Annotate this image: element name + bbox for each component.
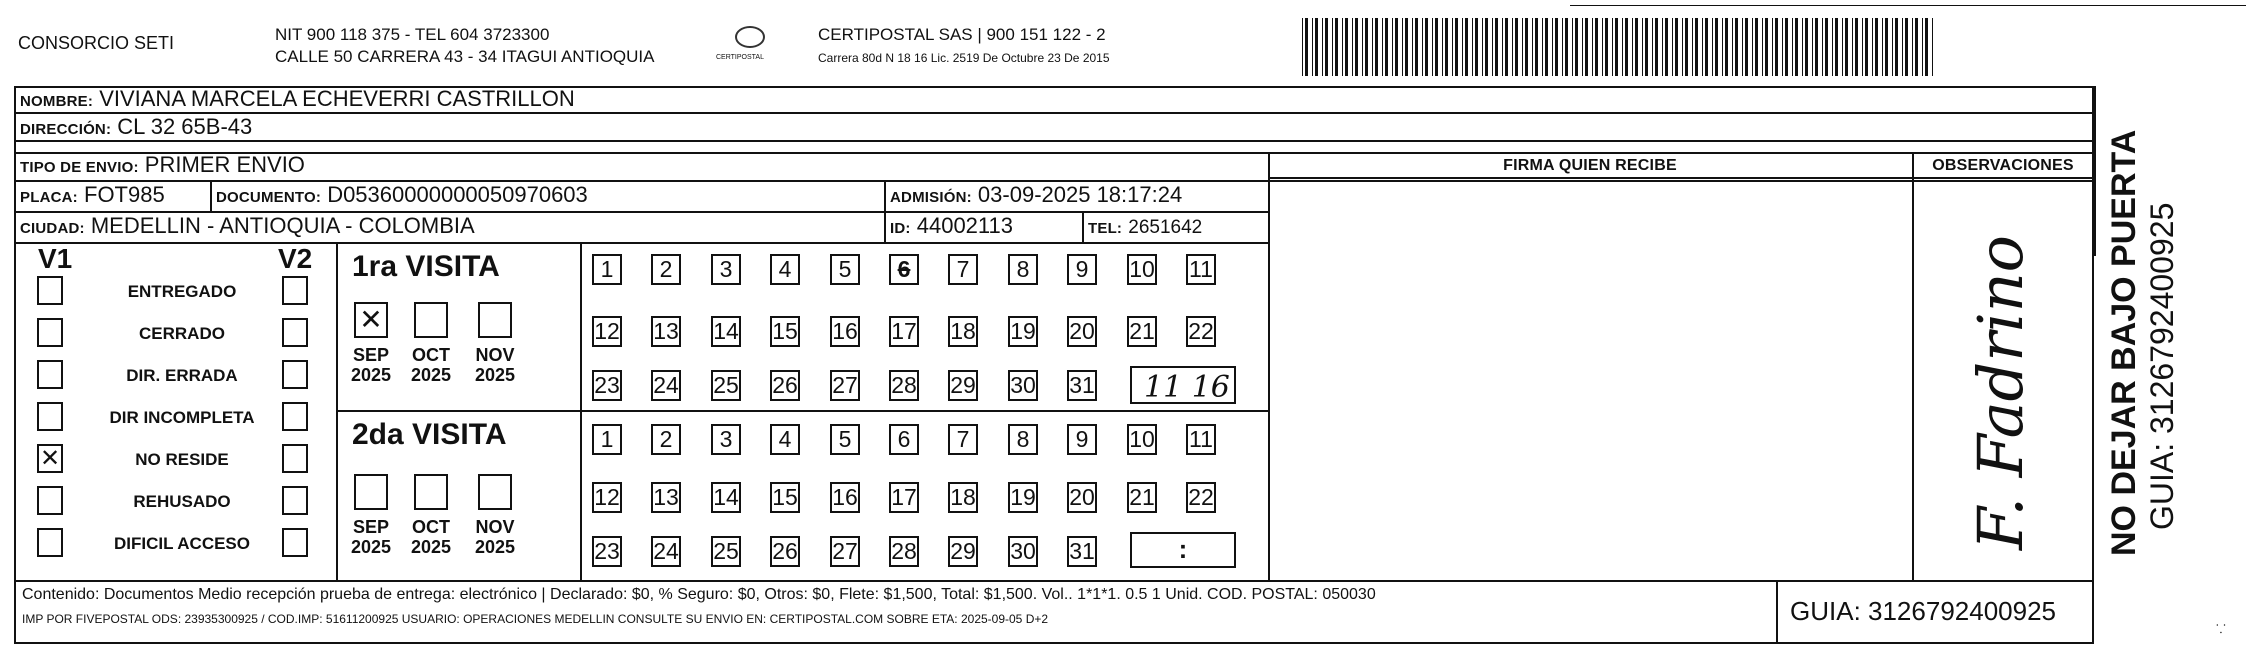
v1-checkbox[interactable]	[37, 318, 63, 347]
month-year: 2025	[474, 365, 516, 385]
license-line: Carrera 80d N 18 16 Lic. 2519 De Octubre 23 De 2015	[818, 51, 1110, 65]
v2-checkbox[interactable]	[282, 276, 308, 305]
rule-status-top	[14, 242, 1268, 244]
day-box[interactable]: 11	[1186, 424, 1216, 455]
day-box[interactable]: 10	[1127, 424, 1157, 455]
day-box[interactable]: 13	[651, 482, 681, 513]
day-box[interactable]: 1	[592, 424, 622, 455]
observaciones-header: OBSERVACIONES	[1932, 157, 2074, 174]
day-box[interactable]: 12	[592, 482, 622, 513]
documento-value: D05360000000050970603	[327, 182, 588, 207]
day-box[interactable]: 16	[830, 482, 860, 513]
status-label: DIR INCOMPLETA	[109, 408, 255, 427]
placa-row	[20, 184, 165, 206]
logo-caption: CERTIPOSTAL	[716, 54, 764, 61]
day-box[interactable]: 31	[1067, 370, 1097, 401]
tel-row	[1088, 215, 1202, 237]
day-box[interactable]: 15	[770, 316, 800, 347]
month-name: SEP	[352, 345, 390, 365]
tipo-row	[20, 154, 305, 176]
nombre-row	[20, 88, 575, 110]
day-box[interactable]: 31	[1067, 536, 1097, 567]
second-visit-time-box[interactable]	[1130, 532, 1236, 568]
side-warning: NO DEJAR BAJO PUERTA	[2105, 129, 2143, 556]
day-box[interactable]: 10	[1127, 254, 1157, 285]
day-box[interactable]: 9	[1067, 254, 1097, 285]
day-box[interactable]: 24	[651, 370, 681, 401]
ciudad-value: MEDELLIN - ANTIOQUIA - COLOMBIA	[90, 213, 475, 238]
ciudad-row	[20, 215, 475, 237]
day-box[interactable]: 23	[592, 370, 622, 401]
day-box[interactable]: 2	[651, 254, 681, 285]
placa-label: PLACA:	[20, 189, 78, 206]
v1-checkbox[interactable]	[37, 276, 63, 305]
month-checkbox[interactable]	[478, 302, 512, 338]
second-visit-time: :	[1178, 534, 1188, 564]
v2-checkbox[interactable]	[282, 360, 308, 389]
day-box[interactable]: 27	[830, 370, 860, 401]
footer-contenido: Contenido: Documentos Medio recepción prueba de entrega: electrónico | Declarado: $0, % Seguro: $0, Otros: $0, Flete: $1,500, Total: $1,500. Vol.. 1*1*1. 0.5 1 Unid. COD. POSTAL: 050030	[22, 586, 1376, 603]
day-box[interactable]: 7	[948, 424, 978, 455]
month-name: NOV	[475, 345, 515, 365]
day-box[interactable]: 5	[830, 424, 860, 455]
month-year: 2025	[350, 365, 392, 385]
day-box[interactable]: 21	[1127, 482, 1157, 513]
status-label: DIFICIL ACCESO	[113, 534, 250, 553]
signature: F. Fadrino	[1964, 235, 2037, 550]
sep-footer-guia	[1776, 580, 1778, 644]
second-visit-title: 2da VISITA	[352, 418, 507, 451]
firma-header: FIRMA QUIEN RECIBE	[1503, 157, 1677, 174]
carrier-line: CERTIPOSTAL SAS | 900 151 122 - 2	[818, 25, 1106, 44]
day-box[interactable]: 20	[1067, 316, 1097, 347]
month-year: 2025	[474, 537, 516, 557]
first-visit-title: 1ra VISITA	[352, 250, 500, 283]
v1-checkbox[interactable]	[37, 486, 63, 515]
admision-row	[890, 184, 1182, 206]
v1-checkbox[interactable]	[37, 360, 63, 389]
id-row	[890, 215, 1013, 237]
rule-tipo	[14, 152, 2095, 154]
day-box[interactable]: 23	[592, 536, 622, 567]
day-box[interactable]: 18	[948, 316, 978, 347]
day-box[interactable]: 24	[651, 536, 681, 567]
month-checkbox[interactable]	[414, 474, 448, 510]
status-label: NO RESIDE	[135, 450, 229, 469]
month-checkbox[interactable]	[478, 474, 512, 510]
day-box[interactable]: 29	[948, 536, 978, 567]
day-box[interactable]: 12	[592, 316, 622, 347]
corner-mark-icon: ⸪	[2216, 622, 2226, 636]
v2-checkbox[interactable]	[282, 402, 308, 431]
tipo-value: PRIMER ENVIO	[144, 152, 305, 177]
sep-placa	[210, 180, 212, 211]
day-box[interactable]: 17	[889, 482, 919, 513]
day-box[interactable]: 8	[1008, 254, 1038, 285]
col-firma-left	[1268, 152, 1270, 580]
address-line: CALLE 50 CARRERA 43 - 34 ITAGUI ANTIOQUIA	[275, 47, 655, 66]
direccion-value: CL 32 65B-43	[117, 114, 253, 139]
day-box[interactable]: 3	[711, 424, 741, 455]
month-name: SEP	[352, 517, 390, 537]
v1-checkbox[interactable]: ✕	[37, 444, 63, 473]
month-name: OCT	[412, 517, 450, 537]
day-box[interactable]: 29	[948, 370, 978, 401]
day-box[interactable]: 6	[889, 254, 919, 285]
id-label: ID:	[890, 220, 911, 237]
day-box[interactable]: 6	[889, 424, 919, 455]
nombre-label: NOMBRE:	[20, 93, 94, 110]
status-label: DIR. ERRADA	[126, 366, 238, 385]
frame-right-ext	[2094, 86, 2096, 256]
month-checkbox[interactable]	[354, 474, 388, 510]
day-box[interactable]: 1	[592, 254, 622, 285]
day-box[interactable]: 8	[1008, 424, 1038, 455]
day-box[interactable]: 14	[711, 482, 741, 513]
v2-checkbox[interactable]	[282, 318, 308, 347]
nombre-value: VIVIANA MARCELA ECHEVERRI CASTRILLON	[99, 86, 575, 111]
day-box[interactable]: 22	[1186, 482, 1216, 513]
first-visit-time: 11 16	[1144, 370, 1230, 405]
direccion-label: DIRECCIÓN:	[20, 121, 112, 138]
day-box[interactable]: 28	[889, 536, 919, 567]
rule-col-headers	[1268, 177, 2094, 179]
day-box[interactable]: 19	[1008, 316, 1038, 347]
day-box[interactable]: 27	[830, 536, 860, 567]
ciudad-label: CIUDAD:	[20, 220, 85, 237]
placa-value: FOT985	[84, 182, 165, 207]
rule-footer	[14, 580, 2094, 582]
col-obs-left	[1912, 152, 1914, 580]
day-box[interactable]: 30	[1008, 370, 1038, 401]
v1-checkbox[interactable]	[37, 402, 63, 431]
v2-checkbox[interactable]	[282, 444, 308, 473]
rule-direccion	[14, 140, 2094, 142]
day-box[interactable]: 30	[1008, 536, 1038, 567]
status-label: ENTREGADO	[127, 282, 237, 301]
barcode	[1302, 18, 1938, 76]
day-box[interactable]: 19	[1008, 482, 1038, 513]
first-visit-time-box[interactable]	[1130, 366, 1236, 404]
id-value: 44002113	[916, 213, 1013, 238]
day-box[interactable]: 4	[770, 424, 800, 455]
status-label: REHUSADO	[133, 492, 231, 511]
nit-line: NIT 900 118 375 - TEL 604 3723300	[275, 25, 550, 44]
day-box[interactable]: 18	[948, 482, 978, 513]
top-rule	[1570, 5, 2246, 6]
admision-value: 03-09-2025 18:17:24	[977, 182, 1183, 207]
v1-label: V1	[38, 243, 73, 274]
day-box[interactable]: 14	[711, 316, 741, 347]
day-box[interactable]: 16	[830, 316, 860, 347]
month-year: 2025	[410, 365, 452, 385]
month-name: NOV	[475, 517, 515, 537]
day-box[interactable]: 28	[889, 370, 919, 401]
tipo-label: TIPO DE ENVIO:	[20, 159, 139, 176]
day-box[interactable]: 21	[1127, 316, 1157, 347]
direccion-row	[20, 116, 252, 138]
sep-visits	[336, 410, 1268, 412]
month-name: OCT	[412, 345, 450, 365]
day-box[interactable]: 20	[1067, 482, 1097, 513]
day-box[interactable]: 4	[770, 254, 800, 285]
company-name: CONSORCIO SETI	[18, 33, 175, 53]
day-box[interactable]: 26	[770, 370, 800, 401]
footer-guia: GUIA: 3126792400925	[1790, 596, 2056, 626]
certipostal-logo-icon	[735, 26, 765, 48]
month-year: 2025	[410, 537, 452, 557]
day-box[interactable]: 17	[889, 316, 919, 347]
day-box[interactable]: 26	[770, 536, 800, 567]
day-box[interactable]: 11	[1186, 254, 1216, 285]
footer-imp: IMP POR FIVEPOSTAL ODS: 23935300925 / COD.IMP: 51611200925 USUARIO: OPERACIONES MEDELLIN CONSULTE SU ENVIO EN: CERTIPOSTAL.COM SOBRE ETA: 2025-09-05 D+2	[22, 612, 1049, 626]
day-box[interactable]: 25	[711, 370, 741, 401]
day-box[interactable]: 2	[651, 424, 681, 455]
day-box[interactable]: 3	[711, 254, 741, 285]
day-box[interactable]: 7	[948, 254, 978, 285]
v1-checkbox[interactable]	[37, 528, 63, 557]
day-box[interactable]: 25	[711, 536, 741, 567]
day-box[interactable]: 9	[1067, 424, 1097, 455]
tel-value: 2651642	[1128, 217, 1203, 238]
v2-checkbox[interactable]	[282, 528, 308, 557]
day-box[interactable]: 15	[770, 482, 800, 513]
sep-admision	[884, 180, 886, 242]
month-year: 2025	[350, 537, 392, 557]
rule-nombre	[14, 112, 2094, 114]
day-box[interactable]: 22	[1186, 316, 1216, 347]
documento-row	[216, 184, 588, 206]
tel-label: TEL:	[1088, 220, 1123, 237]
month-checkbox[interactable]: ✕	[354, 302, 388, 338]
v2-label: V2	[278, 243, 313, 274]
status-label: CERRADO	[139, 324, 225, 343]
day-box[interactable]: 13	[651, 316, 681, 347]
documento-label: DOCUMENTO:	[216, 189, 322, 206]
v2-checkbox[interactable]	[282, 486, 308, 515]
sep-tel	[1082, 211, 1084, 242]
side-guia: GUIA: 3126792400925	[2144, 202, 2180, 530]
month-checkbox[interactable]	[414, 302, 448, 338]
day-box[interactable]: 5	[830, 254, 860, 285]
admision-label: ADMISIÓN:	[890, 189, 972, 206]
